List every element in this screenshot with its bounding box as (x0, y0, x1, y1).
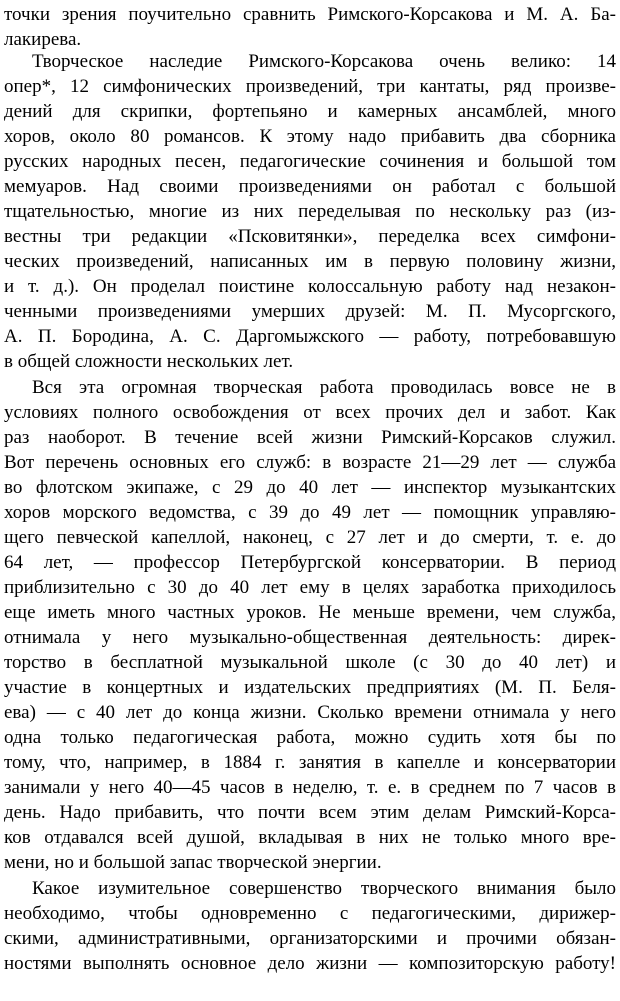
body-line: необходимо, чтобы одновременно с педагогическими, дирижер- (4, 903, 616, 924)
body-line: Творческое наследие Римского-Корсакова очень велико: 14 (32, 51, 616, 72)
body-line: тому, что, например, в 1884 г. занятия в капелле и консерватории (4, 752, 616, 773)
body-line: опер*, 12 симфонических произведений, три кантаты, ряд произве- (4, 76, 616, 97)
body-line: торство в бесплатной музыкальной школе (с 30 до 40 лет) и (4, 652, 616, 673)
body-line: вестны три редакции «Псковитянки», переделка всех симфони- (4, 226, 616, 247)
body-line: еще иметь много частных уроков. Не меньше времени, чем служба, (4, 602, 616, 623)
body-line: хоров морского ведомства, с 39 до 49 лет — помощник управляю- (4, 502, 616, 523)
body-line: Вся эта огромная творческая работа проводилась вовсе не в (32, 377, 616, 398)
body-line: Вот перечень основных его служб: в возрасте 21—29 лет — служба (4, 452, 616, 473)
body-line: в общей сложности нескольких лет. (4, 351, 294, 372)
body-line: щего певческой капеллой, наконец, с 27 лет и до смерти, т. е. до (4, 527, 616, 548)
body-line: русских народных песен, педагогические сочинения и большой том (4, 151, 616, 172)
body-line: отнимала у него музыкально-общественная деятельность: дирек- (4, 627, 616, 648)
body-line: дений для скрипки, фортепьяно и камерных ансамблей, много (4, 101, 616, 122)
body-line: и т. д.). Он проделал поистине колоссальную работу над незакон- (4, 276, 616, 297)
body-line: лакирева. (4, 29, 82, 50)
body-line: Какое изумительное совершенство творческого внимания было (32, 878, 616, 899)
body-line: условиях полного освобождения от всех прочих дел и забот. Как (4, 402, 616, 423)
body-line: день. Надо прибавить, что почти всем этим делам Римский-Корса- (4, 802, 616, 823)
body-line: раз наоборот. В течение всей жизни Римский-Корсаков служил. (4, 427, 616, 448)
body-line: мени, но и большой запас творческой энергии. (4, 852, 382, 873)
body-line: ченными произведениями умерших друзей: М. П. Мусоргского, (4, 301, 616, 322)
body-line: во флотском экипаже, с 29 до 40 лет — инспектор музыкантских (4, 477, 616, 498)
body-line: скими, административными, организаторскими и прочими обязан- (4, 928, 616, 949)
body-line: хоров, около 80 романсов. К этому надо прибавить два сборника (4, 126, 616, 147)
body-line: тщательностью, многие из них переделывая по нескольку раз (из- (4, 201, 616, 222)
body-line: ностями выполнять основное дело жизни — композиторскую работу! (4, 953, 616, 974)
body-line: А. П. Бородина, А. С. Даргомыжского — работу, потребовавшую (4, 326, 616, 347)
body-line: одна только педагогическая работа, можно судить хотя бы по (4, 727, 616, 748)
body-line: мемуаров. Над своими произведениями он работал с большой (4, 176, 616, 197)
body-line: приблизительно с 30 до 40 лет ему в целях заработка приходилось (4, 577, 616, 598)
body-line: ева) — с 40 лет до конца жизни. Сколько времени отнимала у него (4, 702, 616, 723)
body-line: участие в концертных и издательских предприятиях (М. П. Беля- (4, 677, 616, 698)
body-line: ков отдавался всей душой, вкладывая в них не только много вре- (4, 827, 616, 848)
body-line: 64 лет, — профессор Петербургской консерватории. В период (4, 552, 616, 573)
body-line: занимали у него 40—45 часов в неделю, т. е. в среднем по 7 часов в (4, 777, 616, 798)
body-line: ческих произведений, написанных им в первую половину жизни, (4, 251, 616, 272)
body-line: точки зрения поучительно сравнить Римского-Корсакова и М. А. Ба- (4, 4, 616, 25)
